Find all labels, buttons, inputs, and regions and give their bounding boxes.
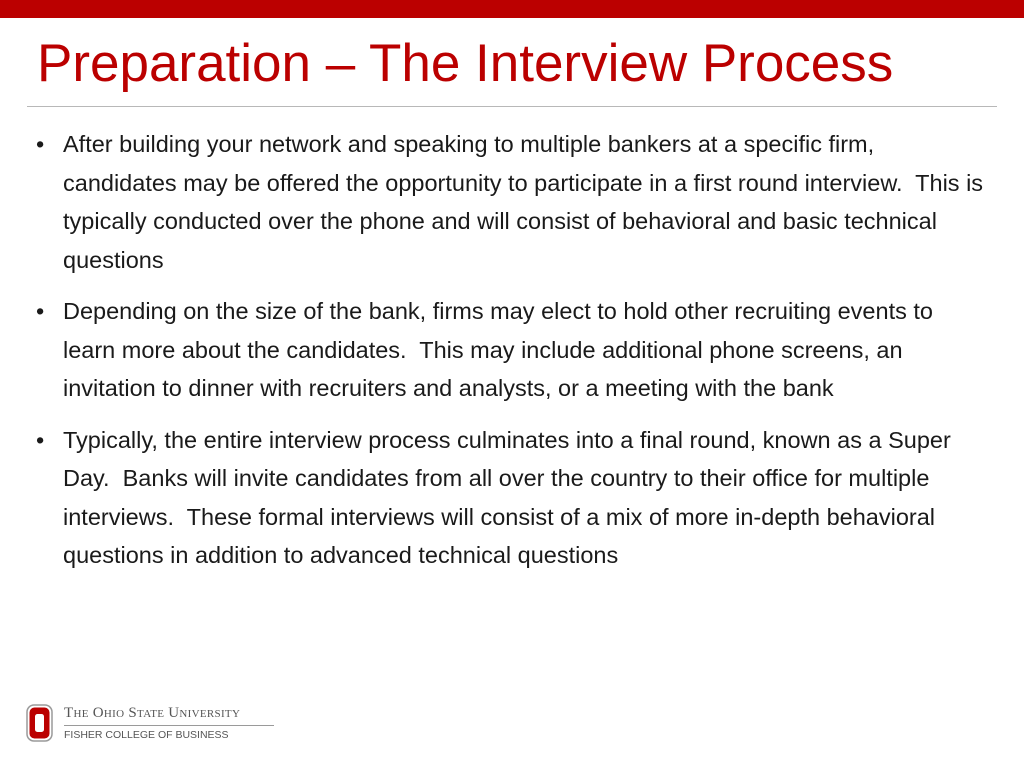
- bullet-item: [36, 421, 986, 575]
- bullet-marker: •: [36, 426, 45, 453]
- bullet-marker: •: [36, 131, 45, 157]
- top-accent-bar: [0, 0, 1024, 18]
- bullet-marker: •: [36, 298, 45, 324]
- bullet-text: Typically, the entire interview process culminates into a final round, known as a Super Day. Banks will invite candidates from all over the country to their office for multiple interviews. These formal interviews will consist of a mix of more in-depth behavioral questions in addition to advanced technical questions: [63, 426, 958, 568]
- university-name: The Ohio State University: [64, 705, 241, 721]
- logo-divider: [64, 725, 274, 726]
- bullet-text: Depending on the size of the bank, firms may elect to hold other recruiting events to learn more about the candidates. This may include additional phone screens, an invitation to dinner with recruiters and analysts, or a meeting with the bank: [63, 298, 940, 401]
- title-divider: [27, 106, 997, 107]
- college-name: FISHER COLLEGE OF BUSINESS: [64, 729, 229, 741]
- block-o-icon: [25, 704, 54, 742]
- bullet-text: After building your network and speaking to multiple bankers at a specific firm, candidates may be offered the opportunity to participate in a first round interview. This is typically conducted over the phone and will consist of behavioral and basic technical questions: [63, 131, 990, 273]
- bullet-item: [36, 125, 990, 279]
- university-logo: [25, 704, 285, 744]
- bullet-list: [36, 125, 990, 588]
- slide-title: Preparation – The Interview Process: [37, 34, 894, 93]
- bullet-item: [36, 292, 986, 408]
